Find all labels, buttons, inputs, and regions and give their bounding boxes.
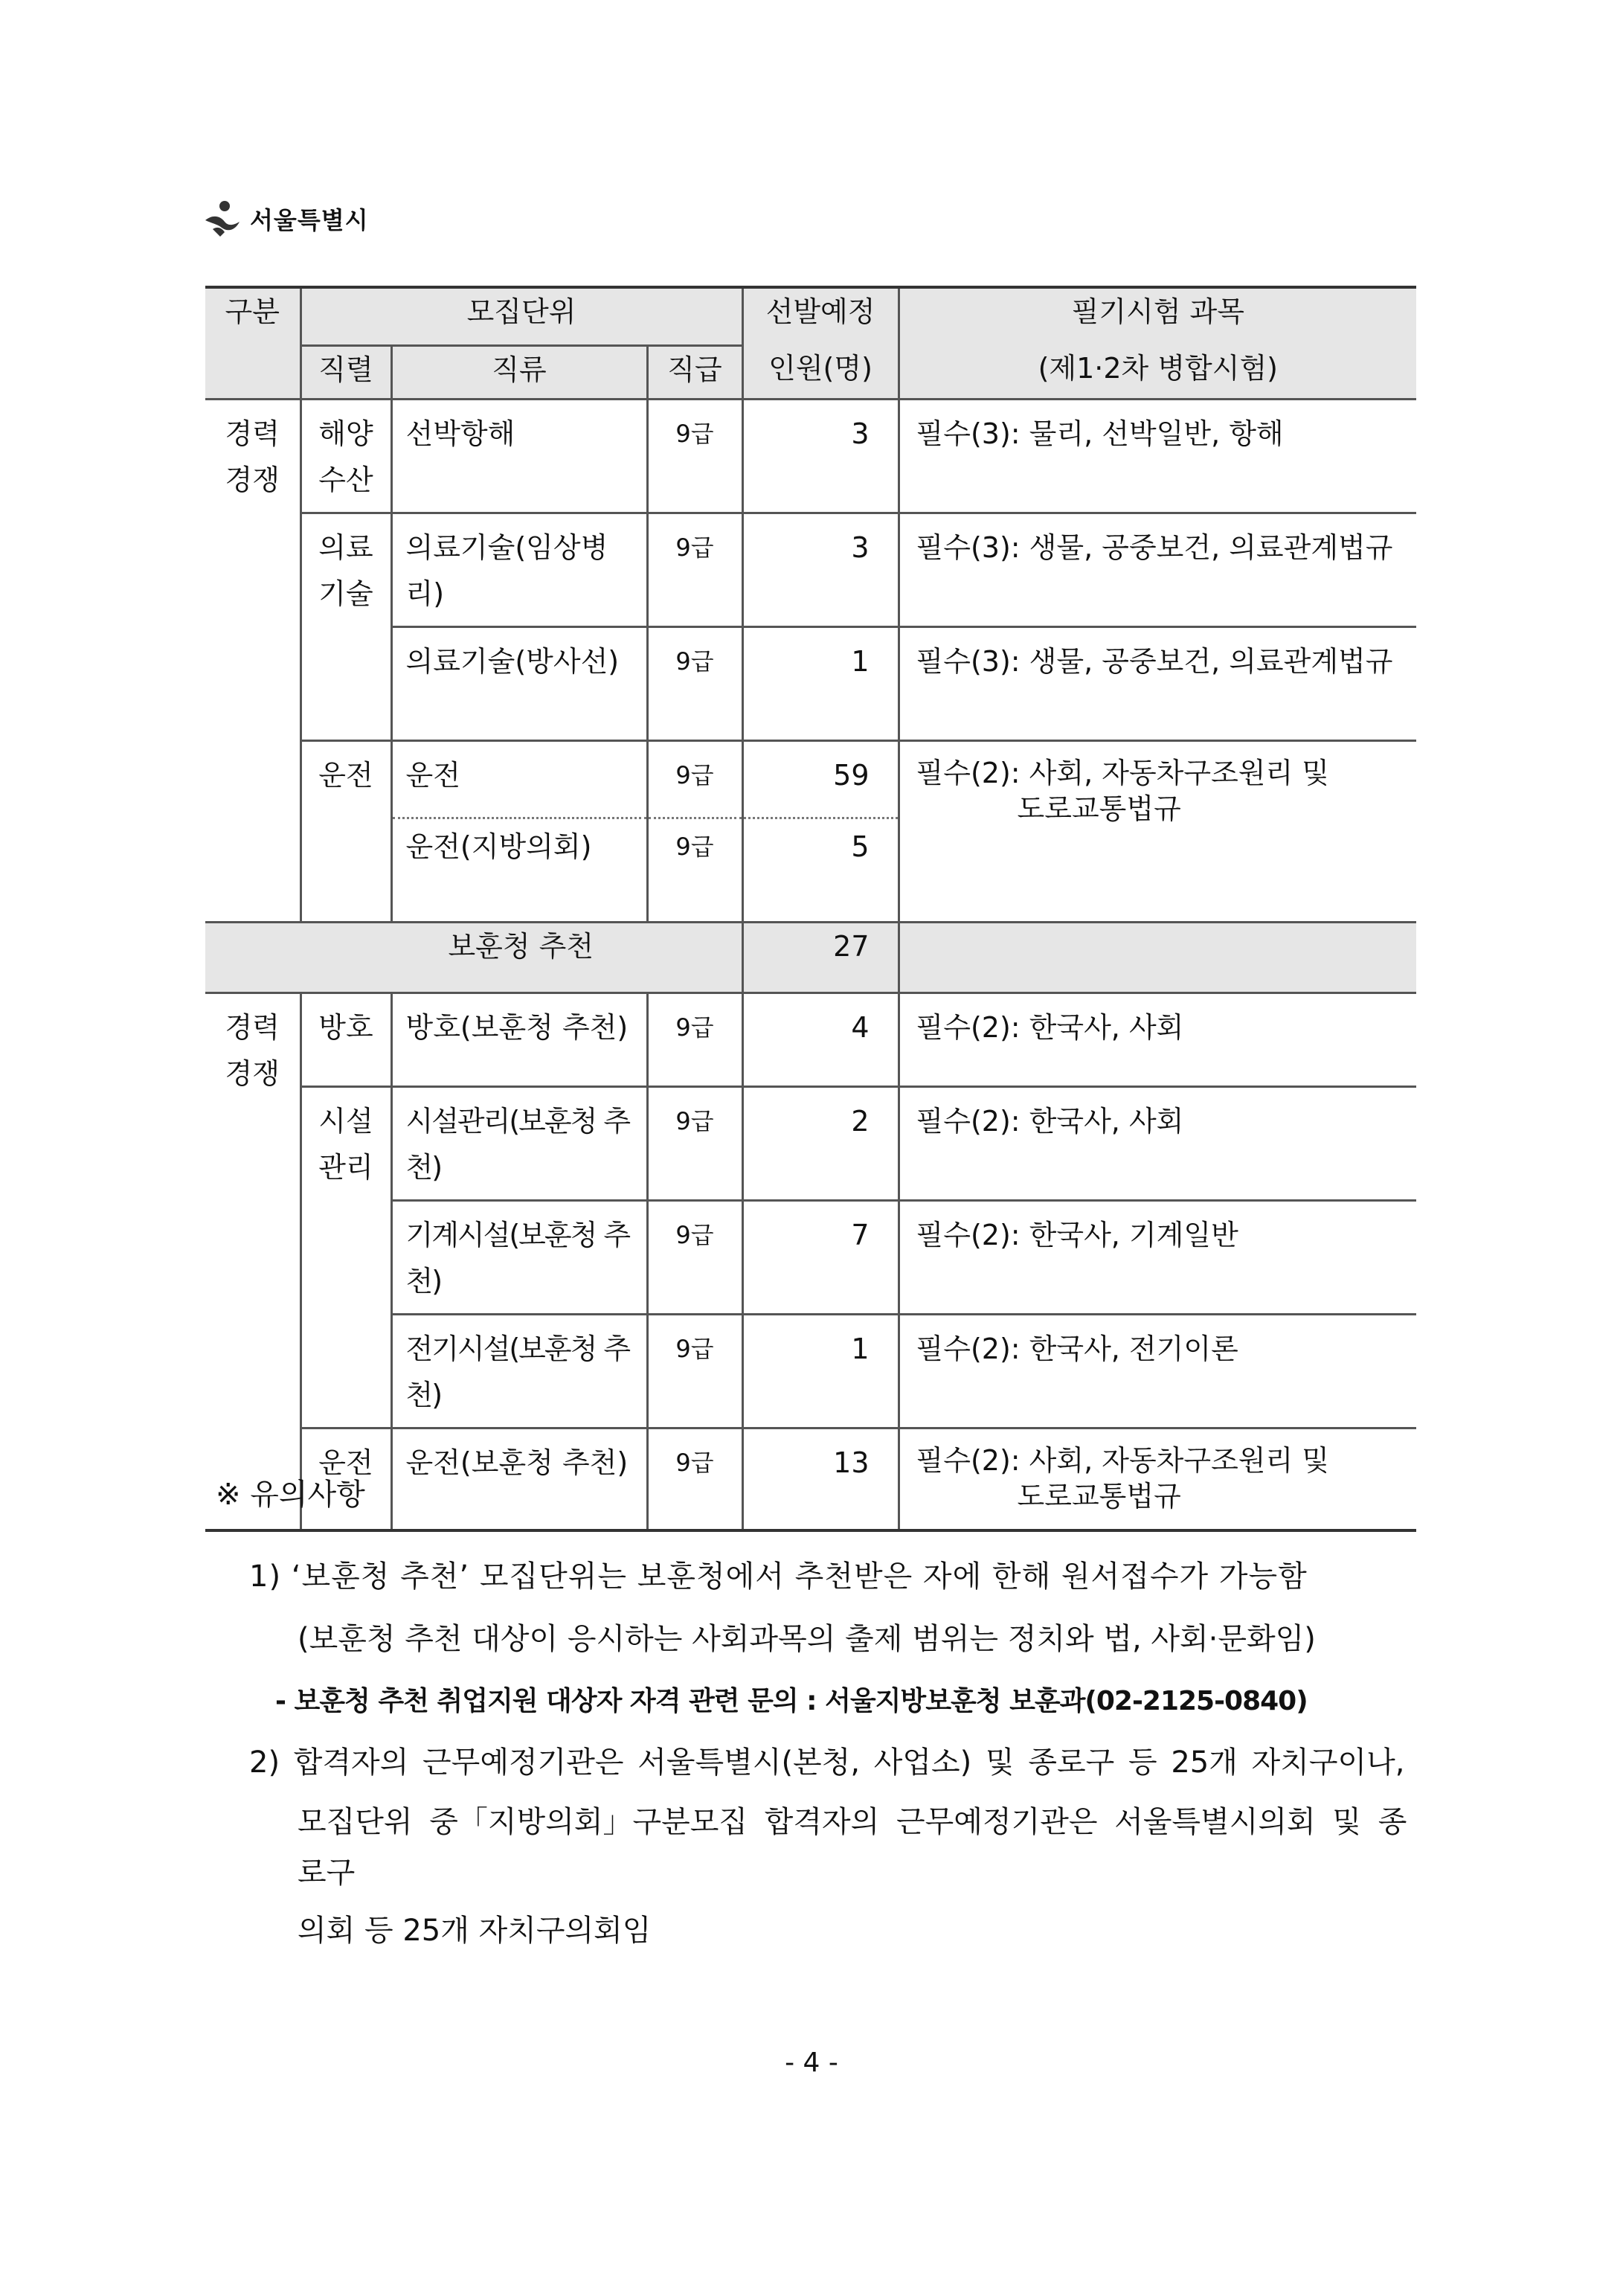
org-logo [202,199,369,238]
notes-section [216,1469,1421,1956]
count-cell: 5 [742,818,899,922]
page-number: - 4 - [785,2048,838,2078]
count-cell: 7 [742,1200,899,1314]
recruitment-table [205,286,1416,1532]
class-cell: 전기시설(보훈청 추천) [391,1314,647,1428]
count-cell: 13 [742,1428,899,1530]
table-row [205,1086,1416,1200]
count-cell: 4 [742,993,899,1086]
category-line2: 경쟁 [225,463,280,496]
subjects-line1: 필수(2): 사회, 자동차구조원리 및 [916,756,1329,789]
series-line1: 시설 [318,1104,373,1138]
series-line2: 수산 [318,463,373,496]
series-line1: 의료 [318,530,373,564]
grade-cell: 9급 [647,740,742,818]
header-category: 구분 [205,287,301,399]
grade-cell: 9급 [647,513,742,626]
series-line2: 관리 [318,1150,373,1184]
grade-cell: 9급 [647,626,742,740]
class-cell: 방호(보훈청 추천) [391,993,647,1086]
count-cell: 59 [742,740,899,818]
notes-heading: ※ 유의사항 [216,1478,365,1512]
grade-cell: 9급 [647,993,742,1086]
note-item-2-line3: 의회 등 25개 자치구의회임 [298,1914,652,1948]
series-cell [301,1086,391,1428]
boh-count: 27 [742,922,899,993]
org-name: 서울특별시 [250,206,369,234]
subjects-cell: 필수(3): 생물, 공중보건, 의료관계법규 [899,513,1416,626]
grade-cell: 9급 [647,818,742,922]
header-grade: 직급 [647,345,742,399]
category-cell [205,993,301,1530]
subjects-cell: 필수(3): 물리, 선박일반, 항해 [899,399,1416,513]
table-row [205,399,1416,513]
subjects-cell: 필수(2): 한국사, 기계일반 [899,1200,1416,1314]
header-unit: 모집단위 [301,287,742,345]
grade-cell: 9급 [647,1086,742,1200]
category-cell [205,399,301,922]
class-cell: 의료기술(임상병리) [391,513,647,626]
series-cell [301,399,391,513]
series-line1: 해양 [318,417,373,450]
subjects-line2: 도로교통법규 [1017,792,1181,825]
class-cell: 운전(보훈청 추천) [391,1428,647,1530]
count-cell: 1 [742,1314,899,1428]
boh-subjects-empty [899,922,1416,993]
grade-cell: 9급 [647,399,742,513]
header-subjects-line2: (제1·2차 병합시험) [899,345,1416,399]
subjects-cell: 필수(2): 한국사, 사회 [899,993,1416,1086]
category-line1: 경력 [225,417,280,450]
grade-cell: 9급 [647,1200,742,1314]
note-item-1-sub: - 보훈청 추천 취업지원 대상자 자격 관련 문의 : 서울지방보훈청 보훈과(02-2125-0840) [275,1686,1308,1716]
note-item-2-line1: 2) 합격자의 근무예정기관은 서울특별시(본청, 사업소) 및 종로구 등 25개 자치구이나, [249,1745,1405,1780]
class-cell: 기계시설(보훈청 추천) [391,1200,647,1314]
header-class: 직류 [391,345,647,399]
note-item-1-line2: (보훈청 추천 대상이 응시하는 사회과목의 출제 범위는 정치와 법, 사회·문화임) [298,1622,1316,1656]
category-line2: 경쟁 [225,1056,280,1090]
subjects-cell: 필수(3): 생물, 공중보건, 의료관계법규 [899,626,1416,740]
boh-label: 보훈청 추천 [301,922,742,993]
subjects-cell [899,740,1416,922]
series-line2: 기술 [318,577,373,610]
header-count-line2: 인원(명) [742,345,899,399]
header-count-line1: 선발예정 [742,287,899,345]
count-cell: 3 [742,513,899,626]
subjects-cell: 필수(2): 한국사, 전기이론 [899,1314,1416,1428]
header-subjects-line1: 필기시험 과목 [899,287,1416,345]
count-cell: 1 [742,626,899,740]
class-cell: 운전(지방의회) [391,818,647,922]
series-cell: 운전 [301,1428,391,1530]
class-cell: 의료기술(방사선) [391,626,647,740]
subjects-line1: 필수(2): 사회, 자동차구조원리 및 [916,1443,1329,1477]
table-row [205,740,1416,818]
series-cell [301,513,391,740]
subjects-cell: 필수(2): 한국사, 사회 [899,1086,1416,1200]
table-row [205,993,1416,1086]
count-cell: 3 [742,399,899,513]
table-row [205,513,1416,626]
series-cell: 방호 [301,993,391,1086]
series-cell: 운전 [301,740,391,922]
class-cell: 선박항해 [391,399,647,513]
note-item-2-line2: 모집단위 중「지방의회」구분모집 합격자의 근무예정기관은 서울특별시의회 및 종로구 [298,1805,1407,1890]
grade-cell: 9급 [647,1428,742,1530]
subjects-line2: 도로교통법규 [1017,1479,1181,1513]
category-line1: 경력 [225,1010,280,1044]
count-cell: 2 [742,1086,899,1200]
note-item-1-line1: 1) ‘보훈청 추천’ 모집단위는 보훈청에서 추천받은 자에 한해 원서접수가 가능함 [249,1559,1308,1594]
header-series: 직렬 [301,345,391,399]
class-cell: 시설관리(보훈청 추천) [391,1086,647,1200]
class-cell: 운전 [391,740,647,818]
grade-cell: 9급 [647,1314,742,1428]
boh-empty-cell [205,922,301,993]
seoul-logo-icon [202,199,242,238]
boh-summary-row [205,922,1416,993]
